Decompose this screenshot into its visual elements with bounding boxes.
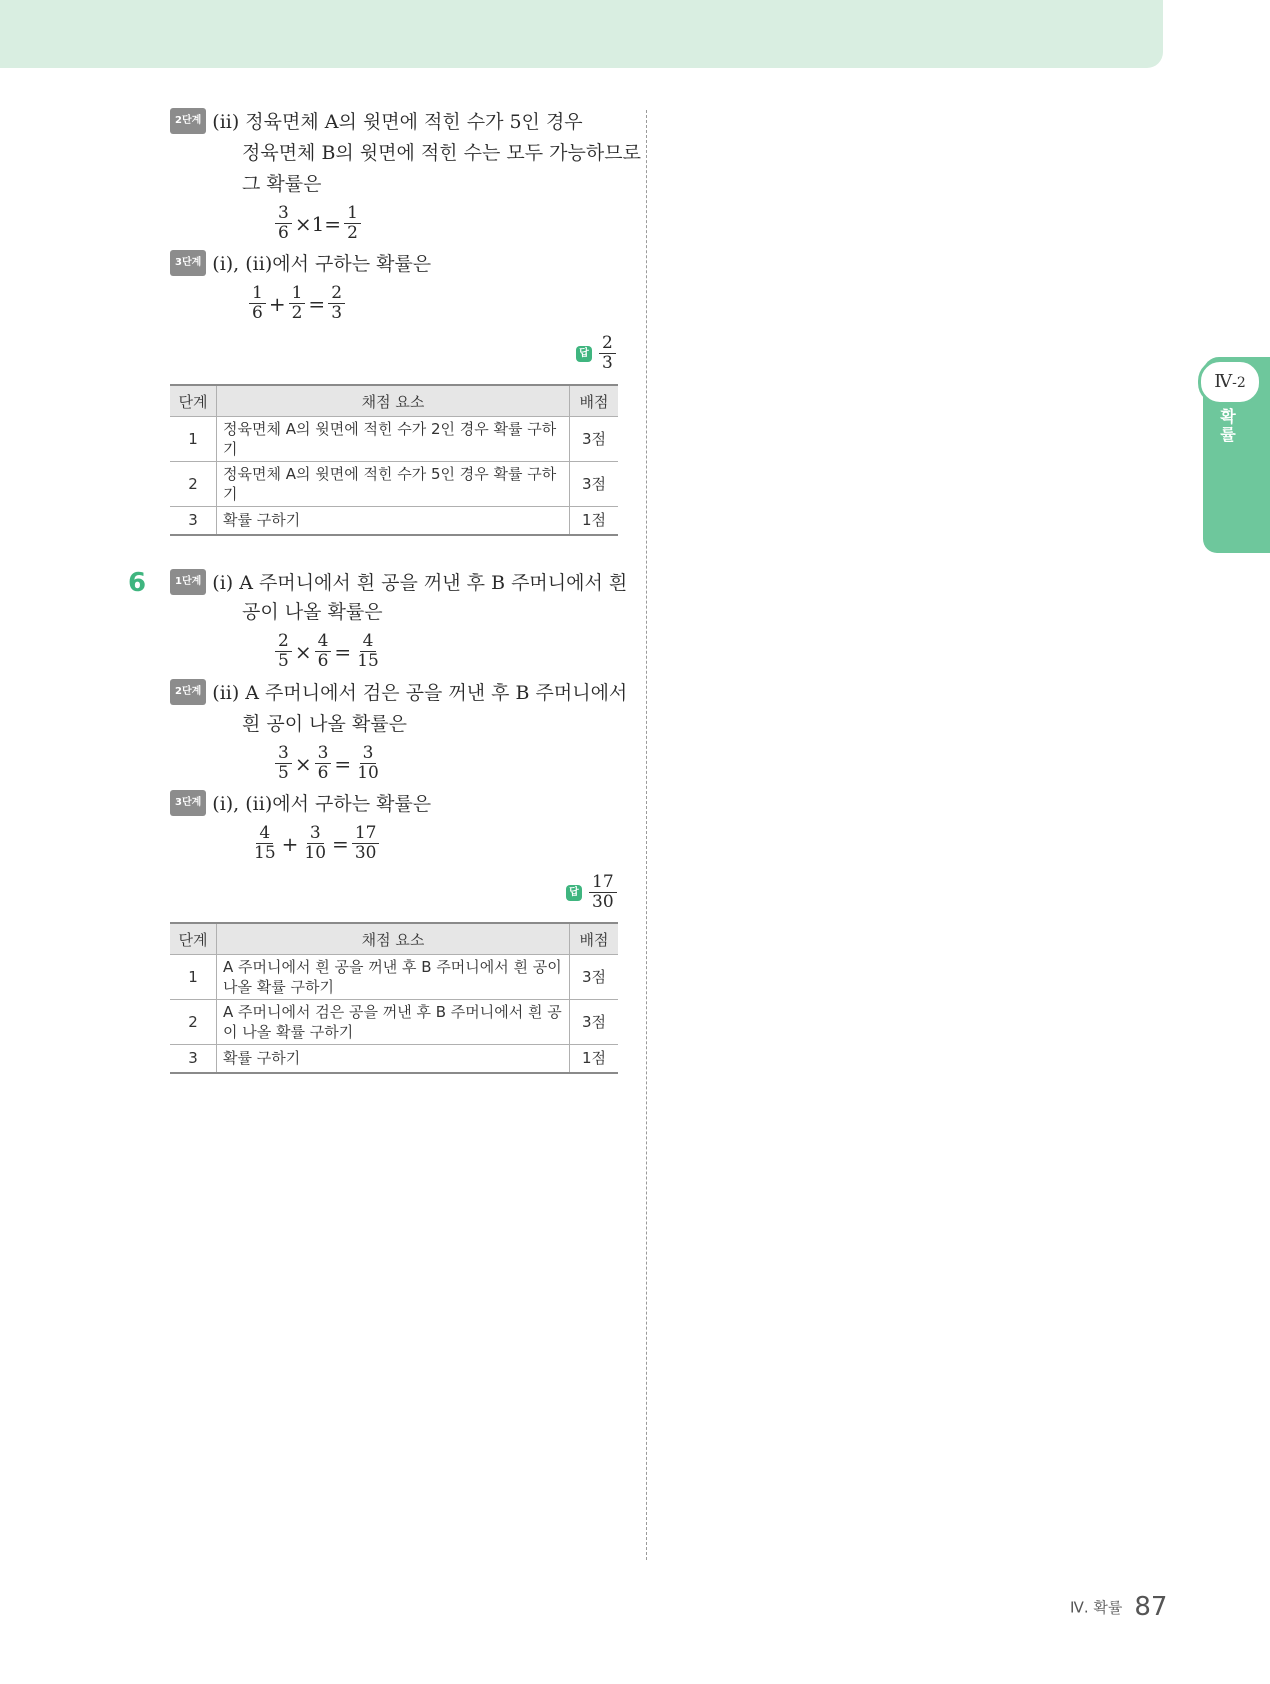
step2-line2: 정육면체 B의 윗면에 적힌 수는 모두 가능하므로 xyxy=(242,142,641,164)
table-row: 2 정육면체 A의 윗면에 적힌 수가 5인 경우 확률 구하기 3점 xyxy=(170,462,618,507)
fraction: $\frac{1}{6}$ xyxy=(249,284,266,323)
p6-step1-line1: 1단계 (i) A 주머니에서 흰 공을 꺼낸 후 B 주머니에서 흰 xyxy=(170,571,627,597)
step3-badge: 3단계 xyxy=(170,250,206,276)
header-band xyxy=(0,0,1163,68)
p6-step2-line1: 2단계 (ii) A 주머니에서 검은 공을 꺼낸 후 B 주머니에서 xyxy=(170,681,627,707)
step1-badge: 1단계 xyxy=(170,569,206,595)
table-row: 2 A 주머니에서 검은 공을 꺼낸 후 B 주머니에서 흰 공이 나올 확률 구하기 3점 xyxy=(170,1000,618,1045)
problem-number: 6 xyxy=(128,568,147,598)
p6-step3-line1: 3단계 (i), (ii)에서 구하는 확률은 xyxy=(170,792,431,818)
table-header: 채점 요소 xyxy=(217,385,570,417)
table-row: 3 확률 구하기 1점 xyxy=(170,1045,618,1073)
p6-step2-calc: $\frac{3}{5}$ × $\frac{3}{6}$ = $\frac{3}{10}$ xyxy=(274,744,383,783)
step2-line1: 2단계 (ii) 정육면체 A의 윗면에 적힌 수가 5인 경우 xyxy=(170,110,583,136)
p6-step1-line2: 공이 나올 확률은 xyxy=(242,601,383,623)
table-header: 채점 요소 xyxy=(217,923,570,955)
p6-step2-line2: 흰 공이 나올 확률은 xyxy=(242,713,407,735)
table-header: 배점 xyxy=(570,385,619,417)
fraction: $\frac{1}{2}$ xyxy=(289,284,306,323)
fraction: $\frac{1}{2}$ xyxy=(344,204,361,243)
table-row: 3 확률 구하기 1점 xyxy=(170,507,618,535)
fraction: $\frac{3}{6}$ xyxy=(275,204,292,243)
answer-icon: 답 xyxy=(566,885,582,901)
step3-calc: $\frac{1}{6}$ + $\frac{1}{2}$ = $\frac{2}{3}$ xyxy=(248,284,346,323)
scoring-table-b xyxy=(170,922,618,1074)
p6-step3-calc: $\frac{4}{15}$ + $\frac{3}{10}$ = $\frac{17}{30}$ xyxy=(250,824,380,863)
table-header: 배점 xyxy=(570,923,619,955)
page-number: 87 xyxy=(1134,1592,1168,1622)
table-row: 1 A 주머니에서 흰 공을 꺼낸 후 B 주머니에서 흰 공이 나올 확률 구하기 3점 xyxy=(170,955,618,1000)
answer-a: 답 $\frac{2}{3}$ xyxy=(576,334,617,373)
step2-badge: 2단계 xyxy=(170,679,206,705)
step3-badge: 3단계 xyxy=(170,790,206,816)
chapter-tab-label: Ⅳ-2 xyxy=(1198,359,1262,405)
fraction: $\frac{2}{3}$ xyxy=(328,284,345,323)
step2-calc: $\frac{3}{6}$ ×1= $\frac{1}{2}$ xyxy=(274,204,362,243)
step2-badge: 2단계 xyxy=(170,108,206,134)
scoring-table-a xyxy=(170,384,618,536)
table-header: 단계 xyxy=(170,385,217,417)
table-header: 단계 xyxy=(170,923,217,955)
p6-step1-calc: $\frac{2}{5}$ × $\frac{4}{6}$ = $\frac{4}{15}$ xyxy=(274,632,383,671)
chapter-tab-title: 확률 xyxy=(1220,407,1236,444)
step3-line1: 3단계 (i), (ii)에서 구하는 확률은 xyxy=(170,252,431,278)
column-divider xyxy=(646,110,647,1560)
step2-line3: 그 확률은 xyxy=(242,173,322,195)
table-row: 1 정육면체 A의 윗면에 적힌 수가 2인 경우 확률 구하기 3점 xyxy=(170,417,618,462)
answer-b: 답 $\frac{17}{30}$ xyxy=(566,873,618,912)
answer-icon: 답 xyxy=(576,346,592,362)
footer-section: Ⅳ. 확률 xyxy=(1070,1598,1123,1617)
page-footer xyxy=(1070,1592,1167,1622)
